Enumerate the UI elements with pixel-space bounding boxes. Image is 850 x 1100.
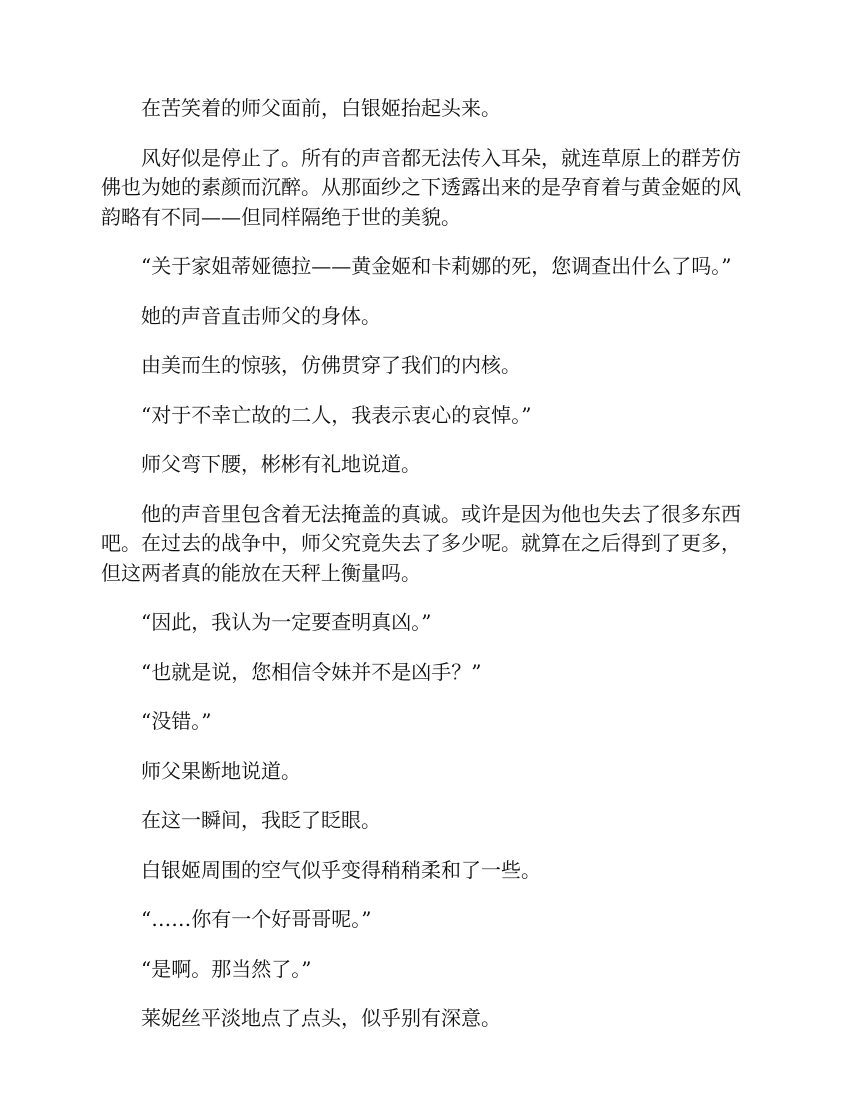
paragraph: 白银姬周围的空气似乎变得稍稍柔和了一些。 <box>141 857 541 882</box>
paragraph: 莱妮丝平淡地点了点头，似乎别有深意。 <box>141 1006 501 1030</box>
paragraph: 她的声音直击师父的身体。 <box>141 303 381 328</box>
paragraph: “没错。” <box>141 709 212 733</box>
paragraph: “也就是说，您相信令妹并不是凶手？” <box>141 659 482 684</box>
paragraph: 风好似是停止了。所有的声音都无法传入耳朵，就连草原上的群芳仿佛也为她的素颜而沉醉。从那面纱之下透露出来的是孕育着与黄金姬的风韵略有不同——但同样隔绝于世的美貌。 <box>101 145 741 229</box>
paragraph: 在苦笑着的师父面前，白银姬抬起头来。 <box>141 96 501 120</box>
paragraph: “……你有一个好哥哥呢。” <box>141 907 372 931</box>
paragraph: “是啊。那当然了。” <box>141 956 312 981</box>
paragraph: “对于不幸亡故的二人，我表示衷心的哀悼。” <box>141 402 532 427</box>
paragraph: “关于家姐蒂娅德拉——黄金姬和卡莉娜的死，您调查出什么了吗。” <box>141 254 732 278</box>
paragraph: 在这一瞬间，我眨了眨眼。 <box>141 808 381 832</box>
paragraph: 师父弯下腰，彬彬有礼地说道。 <box>141 452 421 476</box>
paragraph: 由美而生的惊骇，仿佛贯穿了我们的内核。 <box>141 353 521 377</box>
paragraph: 师父果断地说道。 <box>141 758 301 783</box>
document-body <box>101 94 751 1054</box>
paragraph: 他的声音里包含着无法掩盖的真诚。或许是因为他也失去了很多东西吧。在过去的战争中，师父究竟失去了多少呢。就算在之后得到了更多，但这两者真的能放在天秤上衡量吗。 <box>101 501 741 585</box>
paragraph: “因此，我认为一定要查明真凶。” <box>141 610 432 634</box>
